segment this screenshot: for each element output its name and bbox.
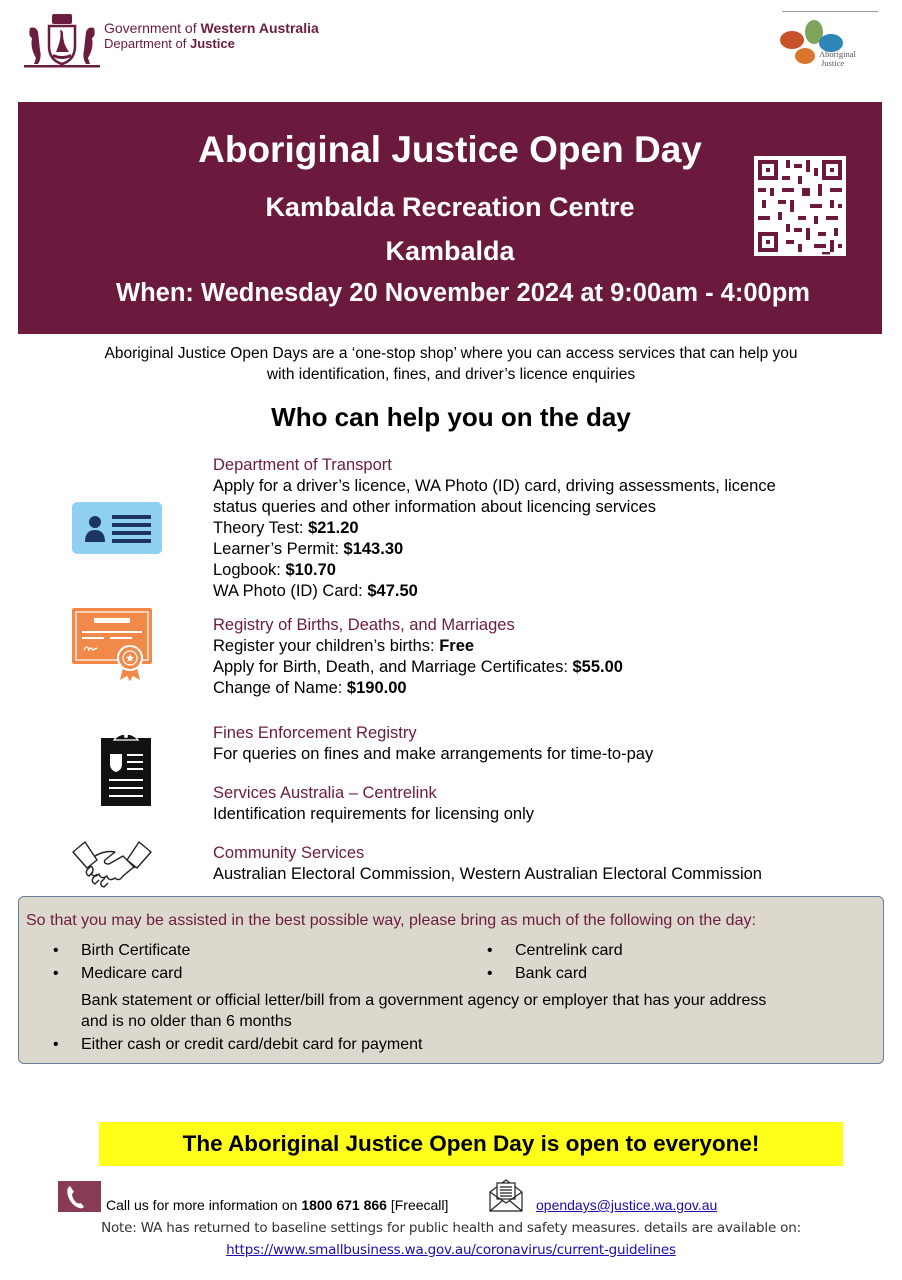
bring-item-payment bbox=[53, 1036, 423, 1054]
envelope-icon bbox=[489, 1176, 523, 1212]
bullet: • bbox=[487, 965, 493, 982]
bring-item-bank-card bbox=[487, 965, 588, 983]
event-date-time: When: Wednesday 20 November 2024 at 9:00am - 4:00pm bbox=[116, 279, 810, 307]
service-description: Identification requirements for licensing only bbox=[213, 805, 535, 823]
logo-text-line1: Aboriginal bbox=[819, 49, 856, 59]
service-description: For queries on fines and make arrangements for time-to-pay bbox=[213, 745, 654, 763]
service-title: Services Australia – Centrelink bbox=[213, 784, 437, 802]
fee-value: $47.50 bbox=[367, 582, 418, 600]
certificate-icon bbox=[70, 606, 154, 682]
fee-row bbox=[213, 539, 873, 560]
bring-item-label: Medicare card bbox=[81, 965, 183, 982]
organisation-name bbox=[104, 20, 319, 52]
bring-paragraph-line1: Bank statement or official letter/bill from a government agency or employer that has your address bbox=[81, 992, 767, 1009]
fee-label: Theory Test: bbox=[213, 519, 309, 537]
fee-label: Change of Name: bbox=[213, 679, 347, 697]
fee-label: Learner’s Permit: bbox=[213, 540, 344, 558]
call-prefix: Call us for more information on bbox=[106, 1197, 302, 1213]
qr-code-icon[interactable] bbox=[750, 152, 858, 260]
fee-value: $55.00 bbox=[572, 658, 623, 676]
fee-row bbox=[213, 678, 873, 699]
service-title: Fines Enforcement Registry bbox=[213, 724, 417, 742]
fee-row bbox=[213, 581, 873, 602]
guidelines-link bbox=[0, 1242, 902, 1258]
service-title: Department of Transport bbox=[213, 456, 392, 474]
service-title: Registry of Births, Deaths, and Marriages bbox=[213, 616, 515, 634]
bullet: • bbox=[53, 1036, 59, 1053]
contact-row bbox=[58, 1176, 858, 1216]
fee-row bbox=[213, 636, 873, 657]
fee-value: $190.00 bbox=[346, 679, 407, 697]
org-line2-bold: Justice bbox=[190, 36, 235, 51]
note-text: : WA has returned to baseline settings for public health and safety measures. details are available on: bbox=[132, 1220, 801, 1236]
service-description: status queries and other information about licencing services bbox=[213, 498, 656, 516]
id-card-icon bbox=[72, 502, 162, 554]
org-line1-bold: Western Australia bbox=[200, 20, 319, 36]
page-header bbox=[0, 0, 902, 100]
email-link[interactable]: opendays@justice.wa.gov.au bbox=[536, 1197, 718, 1213]
event-banner bbox=[18, 102, 882, 334]
fee-value: $10.70 bbox=[285, 561, 336, 579]
who-can-help-heading: Who can help you on the day bbox=[271, 402, 631, 432]
service-community-services bbox=[213, 843, 873, 885]
logo-text bbox=[819, 50, 856, 68]
bring-item-birth-certificate bbox=[53, 942, 191, 960]
bring-item-label: Bank card bbox=[515, 965, 588, 982]
event-town: Kambalda bbox=[385, 236, 515, 266]
fee-row bbox=[213, 518, 873, 539]
bring-item-medicare-card bbox=[53, 965, 183, 983]
event-venue: Kambalda Recreation Centre bbox=[265, 192, 635, 222]
fee-value: Free bbox=[439, 637, 475, 655]
what-to-bring-box bbox=[18, 896, 884, 1064]
fee-row bbox=[213, 657, 873, 678]
service-fines-enforcement-registry bbox=[213, 723, 873, 765]
service-description: Apply for a driver’s licence, WA Photo (ID) card, driving assessments, licence bbox=[213, 477, 776, 495]
bring-item-label: Centrelink card bbox=[515, 942, 623, 959]
fee-value: $143.30 bbox=[343, 540, 404, 558]
note-label: Note bbox=[101, 1220, 133, 1236]
fee-label: Apply for Birth, Death, and Marriage Certificates: bbox=[213, 658, 573, 676]
org-line1-prefix: Government of bbox=[104, 20, 201, 36]
call-info bbox=[106, 1197, 448, 1213]
phone-number[interactable]: 1800 671 866 bbox=[301, 1197, 387, 1213]
bring-paragraph-line2: and is no older than 6 months bbox=[81, 1013, 292, 1030]
service-department-of-transport bbox=[213, 455, 873, 602]
call-suffix: [Freecall] bbox=[386, 1197, 449, 1213]
guidelines-url[interactable]: https://www.smallbusiness.wa.gov.au/coronavirus/current-guidelines bbox=[226, 1242, 676, 1258]
fee-label: WA Photo (ID) Card: bbox=[213, 582, 368, 600]
intro-text bbox=[20, 343, 882, 385]
fee-row bbox=[213, 560, 873, 581]
bring-item-centrelink-card bbox=[487, 942, 623, 960]
bring-item-label: Birth Certificate bbox=[81, 942, 191, 959]
fee-label: Logbook: bbox=[213, 561, 286, 579]
what-to-bring-heading: So that you may be assisted in the best possible way, please bring as much of the following on the day: bbox=[26, 912, 756, 929]
org-line2-prefix: Department of bbox=[104, 36, 190, 51]
health-note bbox=[0, 1220, 902, 1236]
bullet: • bbox=[53, 942, 59, 959]
service-registry-births-deaths-marriages bbox=[213, 615, 873, 699]
phone-icon bbox=[58, 1181, 101, 1212]
bullet: • bbox=[53, 965, 59, 982]
open-to-everyone-banner: The Aboriginal Justice Open Day is open to everyone! bbox=[99, 1122, 843, 1166]
aboriginal-justice-logo bbox=[778, 10, 878, 72]
event-title: Aboriginal Justice Open Day bbox=[198, 129, 702, 170]
logo-text-line2: Justice bbox=[821, 58, 845, 68]
intro-line2: with identification, fines, and driver’s licence enquiries bbox=[266, 366, 636, 383]
fee-value: $21.20 bbox=[308, 519, 359, 537]
service-description: Australian Electoral Commission, Western Australian Electoral Commission bbox=[213, 865, 762, 883]
service-title: Community Services bbox=[213, 844, 365, 862]
bring-item-proof-of-address bbox=[81, 990, 871, 1032]
clipboard-badge-icon bbox=[100, 732, 152, 807]
bring-item-label: Either cash or credit card/debit card for payment bbox=[81, 1036, 423, 1053]
wa-coat-of-arms-icon bbox=[22, 12, 102, 70]
intro-line1: Aboriginal Justice Open Days are a ‘one-stop shop’ where you can access services that can help you bbox=[104, 345, 798, 362]
service-centrelink bbox=[213, 783, 873, 825]
fee-label: Register your children’s births: bbox=[213, 637, 440, 655]
bullet: • bbox=[487, 942, 493, 959]
handshake-icon bbox=[71, 836, 153, 888]
